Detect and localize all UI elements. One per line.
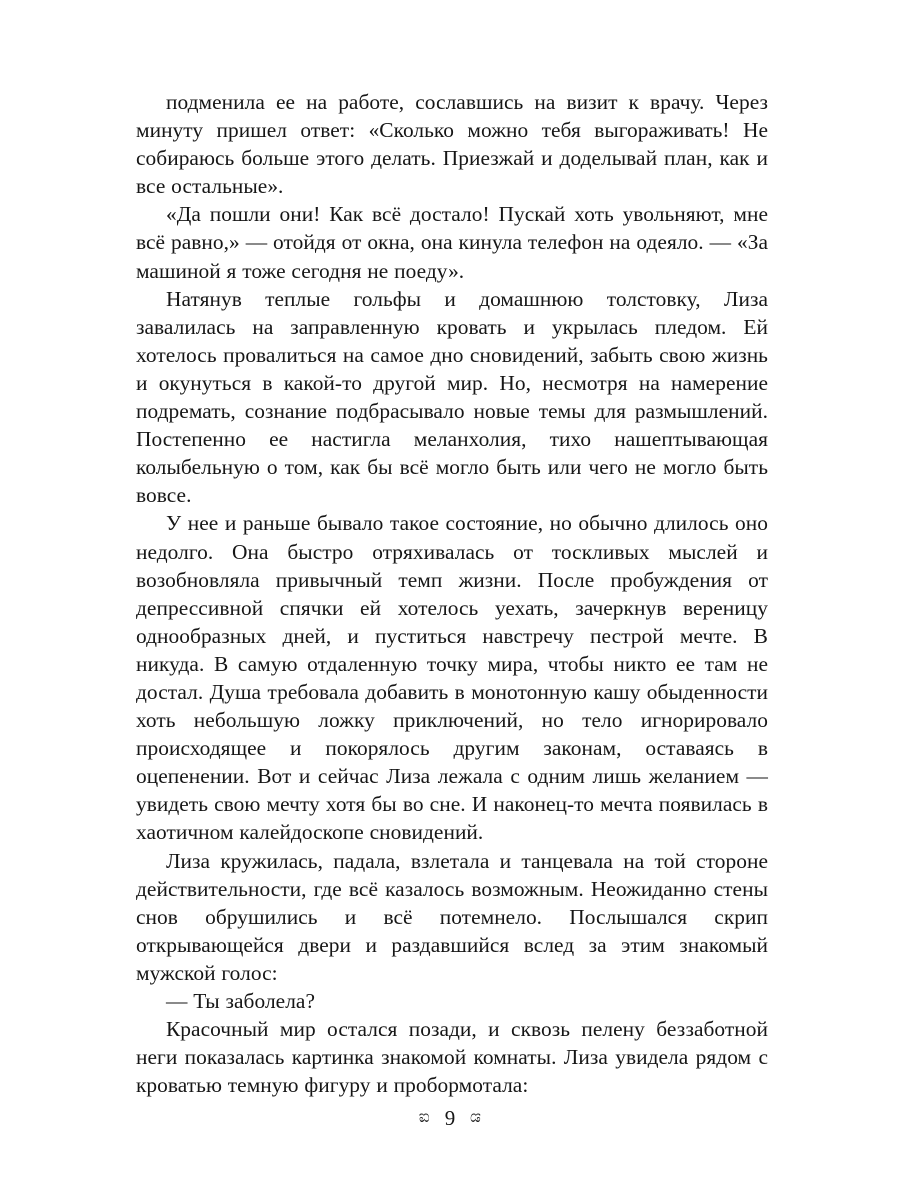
paragraph: Красочный мир остался позади, и сквозь пелену беззаботной неги показалась картинка знакомой комнаты. Лиза увидела рядом с кроватью темную фигуру и пробормотала:	[136, 1017, 768, 1098]
paragraph: У нее и раньше бывало такое состояние, но обычно длилось оно недолго. Она быстро отряхивалась от тоскливых мыслей и возобновляла привычный темп жизни. После пробуждения от депрессивной спячки ей хотелось уехать, зачеркнув вереницу однообразных дней, и пуститься навстречу пестрой мечте. В никуда. В самую отдаленную точку мира, чтобы никто ее там не достал. Душа требовала добавить в монотонную кашу обыденности хоть небольшую ложку приключений, но тело игнорировало происходящее и покорялось другим законам, оставаясь в оцепенении. Вот и сейчас Лиза лежала с одним лишь желанием — увидеть свою мечту хотя бы во сне. И наконец-то мечта появилась в хаотичном калейдоскопе сновидений.	[136, 511, 768, 845]
paragraph: подменила ее на работе, сославшись на визит к врачу. Через минуту пришел ответ: «Сколько можно тебя выгораживать! Не собираюсь больше этого делать. Приезжай и доделывай план, как и все остальные».	[136, 90, 768, 199]
paragraph: Натянув теплые гольфы и домашнюю толстовку, Лиза завалилась на заправленную кровать и укрылась пледом. Ей хотелось провалиться на самое дно сновидений, забыть свою жизнь и окунуться в какой-то другой мир. Но, несмотря на намерение подремать, сознание подбрасывало новые темы для размышлений. Постепенно ее настигла меланхолия, тихо нашептывающая колыбельную о том, как бы всё могло быть или чего не могло быть вовсе.	[136, 286, 768, 508]
footer-inner	[419, 1108, 482, 1129]
fleuron-left-icon: ಐ	[418, 1107, 430, 1127]
paragraph: Лиза кружилась, падала, взлетала и танцевала на той стороне действительности, где всё казалось возможным. Неожиданно стены снов обрушились и всё потемнело. Послышался скрип открывающейся двери и раздавшийся вслед за этим знакомый мужской голос:	[136, 848, 768, 985]
page-text-column	[136, 88, 768, 1099]
page-number: 9	[444, 1106, 456, 1130]
paragraph-dialogue: — Ты заболела?	[166, 989, 315, 1013]
fleuron-right-icon: ಐ	[470, 1107, 482, 1127]
paragraph: «Да пошли они! Как всё достало! Пускай хоть увольняют, мне всё равно,» — отойдя от окна, она кинула телефон на одеяло. — «За машиной я тоже сегодня не поеду».	[136, 202, 768, 283]
page-footer	[0, 1108, 900, 1129]
